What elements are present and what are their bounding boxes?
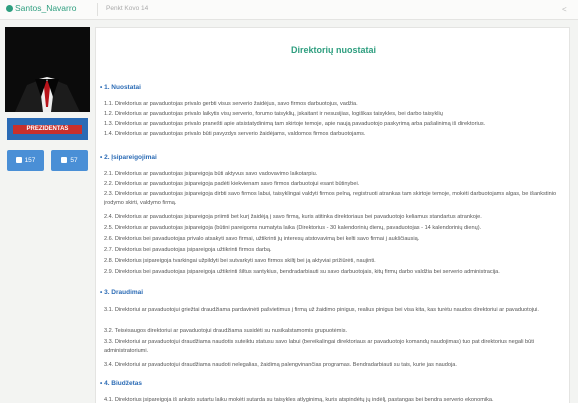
divider (97, 3, 98, 16)
rule-item: 2.7. Direktorius bei pavaduotojas įsipareigoja užtikrinti firmos darbą. (104, 247, 272, 253)
rule-item: 3.1. Direktoriui ar pavaduotojui griežtai draudžiama pardavinėti pašvietimus į firmą už žaidimo pinigus, realius pinigus bei visa kita, kas turėtu naudos direktoriui ar pavaduotojui. (104, 307, 539, 313)
posts-count: 157 (24, 157, 36, 164)
user-avatar[interactable] (5, 27, 90, 112)
rule-item: 1.2. Direktorius ar pavaduotojas privalo laikytis visų serverio, forumo taisyklių, įskaitant ir nesusijias, logiškas taisykles, bei darbo taisyklių (104, 111, 443, 117)
online-status-icon (6, 5, 13, 12)
share-icon[interactable]: < (562, 5, 567, 14)
rank-banner (7, 118, 88, 140)
rank-label: PREZIDENTAS (26, 126, 69, 132)
rule-item: 4.1. Direktorius įsipareigoja iš anksto sutartu laiku mokėti sutarda su taisykles atlyginimą, kuris atspindėtų jų indėlį, pastangas bei bendra serverio ekonomika. (104, 397, 494, 403)
rule-item: 2.2. Direktorius ar pavaduotojas įsipareigoja padėti kiekvienam savo firmos darbuotojui esant būtinybei. (104, 181, 360, 187)
section-heading: • 1. Nuostatai (100, 84, 141, 91)
top-bar (0, 0, 578, 20)
section-heading: • 4. Biudžetas (100, 380, 143, 387)
likes-count-button[interactable] (51, 150, 88, 171)
rule-item: 2.5. Direktorius ar pavaduotojas įsipareigoja (būtini pareigoms numatyta laika (Direktorius - 30 kalendorinių dienų, pavaduotojas - 14 kalendorinių dienų). (104, 225, 482, 231)
rule-item: 2.3. Direktorius ar pavaduotojas įsipareigoja dirbti savo firmos labui, taisyklingai valdyti firmos pelną, registruoti atrankas tam skirtoje temoje, mokėti darbuotojams algas, be išankstinio įrodymo skirti, valdymo firmą. (104, 191, 557, 206)
post-date: Penkt Kovo 14 (106, 5, 149, 12)
posts-icon (16, 157, 22, 163)
likes-count: 57 (70, 157, 78, 164)
rule-item: 3.2. Teisėsaugos direktoriui ar pavaduotojui draudžiama susidėti su nusikalstamomis grupuotėmis. (104, 328, 348, 334)
rule-item: 3.3. Direktoriui ar pavaduotojui draudžiama naudotis suteiktu statusu savo labui (bereikalingai direktoriaus ar pavaduotojo komandų naudojimas) tuo pat direktorius negali būti administratoriumi. (104, 339, 535, 354)
posts-count-button[interactable] (7, 150, 44, 171)
rule-item: 1.4. Direktorius ar pavaduotojas privalo būti pavyzdys serverio žaidėjams, valdomos firmos darbuotojams. (104, 131, 366, 137)
rule-item: 2.9. Direktorius bei pavaduotojas įsipareigoja užtikrinti šiltus santykius, bendradarbiauti su savo darbuotojais, kitų firmų darbo valdžia bei serverio administracija. (104, 269, 500, 275)
rule-item: 2.6. Direktorius bei pavaduotojas privalo atsakyti savo firmai, užtikrinti jų interesų atstovavimą bei kelti savo firmai j aukščiausią. (104, 236, 420, 242)
username-link[interactable]: Santos_Navarro (15, 3, 77, 13)
section-heading: • 3. Draudimai (100, 289, 144, 296)
page-title: Direktorių nuostatai (290, 45, 376, 55)
rule-item: 1.1. Direktorius ar pavaduotojas privalo gerbti visus serverio žaidėjus, savo firmos darbuotojus, vadžia. (104, 101, 358, 107)
post-content (95, 27, 570, 403)
rule-item: 3.4. Direktoriui ar pavaduotojui draudžiama naudoti nelegalias, žaidimą palengvinančias programas. Bendradarbiauti su tais, kurie jas naudoja. (104, 362, 457, 368)
rule-item: 2.8. Direktorius įsipareigoja tvarkingai užpildyti bei sutvarkyti savo firmos skiltį bei ją aktyviai prižiūrėti, naujinti. (104, 258, 376, 264)
rule-item: 2.4. Direktorius ar pavaduotojas įsipareigoja priimti bet kurį žaidėją į savo firmą, kuris atitinka direktoriaus bei pavaduotojo keliamus standartus atrankoje. (104, 214, 482, 220)
section-heading: • 2. Įsipareigojimai (100, 154, 157, 161)
likes-icon (61, 157, 67, 163)
rule-item: 1.3. Direktorius ar pavaduotojas privalo pranešti apie atsistatydinimą tam skirtoje temoje, apie naują pavaduotojo paskyrimą arba pašalinimą iš direktorius. (104, 121, 486, 127)
rule-item: 2.1. Direktorius ar pavaduotojas įsipareigoja būti aktyvus savo vadovavimo laikotarpiu. (104, 171, 318, 177)
